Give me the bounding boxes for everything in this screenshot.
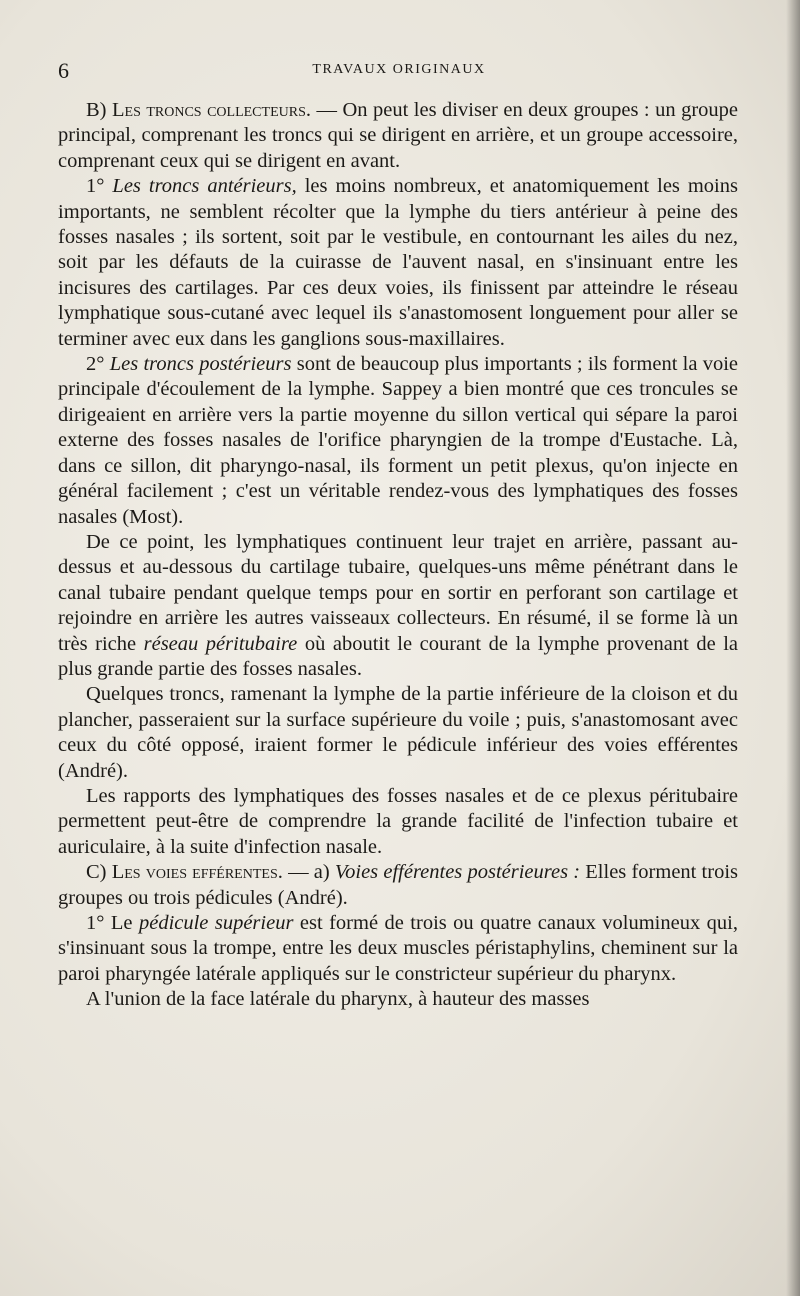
paragraph-text: Elles forment trois groupes ou trois pédicules (André).: [58, 861, 739, 909]
paragraph-troncs-posterieurs: [58, 352, 738, 530]
paragraph-pedicule-superieur: [58, 911, 738, 987]
item-number: 1° Le: [86, 912, 139, 934]
section-letter: B): [86, 99, 112, 121]
item-number: 2°: [86, 353, 110, 376]
subsection-heading: Les troncs postérieurs: [109, 353, 292, 376]
paragraph-text: Les rapports des lymphatiques des fosses nasales et de ce plexus péritubaire permettent peut-être de comprendre la grande facilité de l'infection tubaire et auriculaire, à la suite d'infection nasale.: [58, 784, 738, 858]
paragraph-text: les moins nombreux, et anatomiquement les moins importants, ne semblent récolter que la lymphe du tiers antérieur à peine des fosses nasales ; ils sortent, soit par le vestibule, en contournant les ailes du nez, soit par les défauts de la cuirasse de l'auvent nasal, en s'insinuant entre les incisures des cartilages. Par ces deux voies, ils finissent par atteindre le réseau lymphatique sous-cutané avec lequel ils s'anastomosent longuement pour aller se terminer avec eux dans les ganglions sous-maxillaires.: [58, 175, 738, 350]
italic-term: réseau péritubaire: [143, 632, 298, 655]
section-heading: Les troncs collecteurs.: [112, 99, 311, 121]
subsection-heading: Les troncs antérieurs,: [112, 175, 297, 198]
page-edge-shadow: [786, 0, 800, 1296]
paragraph-troncs-anterieurs: [58, 174, 738, 352]
paragraph-text: A l'union de la face latérale du pharynx, à hauteur des masses: [86, 988, 590, 1011]
section-letter: C): [86, 861, 112, 884]
paragraph-text: sont de beaucoup plus importants ; ils forment la voie principale d'écoulement de la lymphe. Sappey a bien montré que ces troncules se dirigeaient en arrière vers la partie moyenne du sillon vertical qui sépare la paroi externe des fosses nasales de l'orifice pharyngien de la trompe d'Eustache. Là, dans ce sillon, dit pharyngo-nasal, ils forment un petit plexus, qu'on injecte en général facilement ; c'est un véritable rendez-vous des lymphatiques des fosses nasales (Most).: [58, 353, 738, 528]
subsection-heading: pédicule supérieur: [138, 912, 294, 934]
paragraph-troncs-collecteurs: [58, 98, 738, 174]
paragraph-text: — a): [282, 861, 335, 884]
subsection-heading: Voies efférentes postérieures :: [334, 861, 581, 884]
item-number: 1°: [86, 175, 113, 198]
running-head: TRAVAUX ORIGINAUX: [312, 62, 486, 77]
paragraph-union-face-laterale: [58, 987, 738, 1012]
paragraph-text: où aboutit le courant de la lymphe provenant de la plus grande partie des fosses nasales.: [58, 632, 738, 680]
paragraph-rapports: [58, 784, 738, 860]
paragraph-text: est formé de trois ou quatre canaux volumineux qui, s'insinuant sous la trompe, entre les deux muscles péristaphylins, cheminent sur la paroi pharyngée latérale appliqués sur le constricteur supérieur du pharynx.: [58, 912, 738, 985]
paragraph-text: Quelques troncs, ramenant la lymphe de la partie inférieure de la cloison et du plancher, passeraient sur la surface supérieure du voile ; puis, s'anastomosant avec ceux du côté opposé, iraient former le pédicule inférieur des voies efférentes (André).: [58, 683, 738, 782]
paragraph-text: De ce point, les lymphatiques continuent leur trajet en arrière, passant au-dessus et au-dessous du cartilage tubaire, quelques-uns même pénétrant dans le canal tubaire pendant quelque temps pour en sortir en perforant son cartilage et rejoindre en arrière les autres vaisseaux collecteurs. En résumé, il se forme là un très riche: [58, 530, 738, 655]
page-number: 6: [58, 58, 69, 83]
paragraph-voies-efferentes: [58, 860, 738, 911]
paragraph-quelques-troncs: [58, 682, 738, 784]
section-heading: Les voies efférentes.: [111, 861, 283, 884]
paragraph-text: — On peut les diviser en deux groupes : un groupe principal, comprenant les troncs qui se dirigent en arrière, et un groupe accessoire, comprenant ceux qui se dirigent en avant.: [58, 99, 739, 172]
page-header: [58, 58, 740, 86]
paragraph-reseau-peritubaire: [58, 530, 738, 682]
body-text: [58, 98, 738, 1013]
